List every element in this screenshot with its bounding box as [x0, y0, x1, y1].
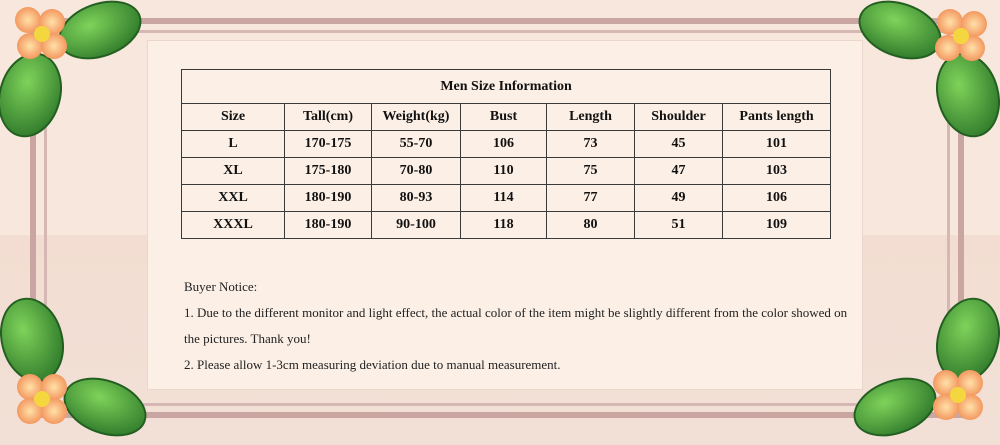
cell-pants-length: 106: [723, 185, 831, 212]
cell-tall: 180-190: [285, 185, 372, 212]
cell-size: XXXL: [182, 212, 285, 239]
cell-weight: 80-93: [372, 185, 461, 212]
table-row: [182, 185, 831, 212]
header-tall: Tall(cm): [285, 104, 372, 131]
cell-weight: 55-70: [372, 131, 461, 158]
cell-length: 75: [547, 158, 635, 185]
header-length: Length: [547, 104, 635, 131]
flower-icon: [935, 9, 987, 61]
buyer-notice: [184, 274, 848, 378]
notice-line: 2. Please allow 1-3cm measuring deviation due to manual measurement.: [184, 357, 561, 372]
cell-weight: 70-80: [372, 158, 461, 185]
header-bust: Bust: [461, 104, 547, 131]
corner-decoration-bottom-right: [840, 295, 1000, 445]
header-shoulder: Shoulder: [635, 104, 723, 131]
cell-pants-length: 101: [723, 131, 831, 158]
cell-length: 77: [547, 185, 635, 212]
flower-icon: [15, 7, 67, 59]
table-header-row: [182, 104, 831, 131]
cell-bust: 118: [461, 212, 547, 239]
table-title-row: [182, 70, 831, 104]
cell-bust: 114: [461, 185, 547, 212]
table-row: [182, 131, 831, 158]
cell-pants-length: 103: [723, 158, 831, 185]
cell-pants-length: 109: [723, 212, 831, 239]
cell-shoulder: 51: [635, 212, 723, 239]
cell-size: XXL: [182, 185, 285, 212]
header-size: Size: [182, 104, 285, 131]
notice-heading: Buyer Notice:: [184, 279, 258, 294]
cell-shoulder: 45: [635, 131, 723, 158]
cell-length: 80: [547, 212, 635, 239]
cell-size: XL: [182, 158, 285, 185]
table-title: Men Size Information: [182, 70, 831, 104]
leaf-icon: [0, 295, 153, 445]
header-pants-length: Pants length: [723, 104, 831, 131]
size-table: [181, 69, 831, 239]
cell-tall: 175-180: [285, 158, 372, 185]
table-row: [182, 158, 831, 185]
cell-length: 73: [547, 131, 635, 158]
notice-line: the pictures. Thank you!: [184, 331, 311, 346]
cell-shoulder: 49: [635, 185, 723, 212]
notice-line: 1. Due to the different monitor and light effect, the actual color of the item might be slightly different from the color showed on: [184, 305, 848, 320]
corner-decoration-bottom-left: [0, 295, 160, 445]
cell-tall: 180-190: [285, 212, 372, 239]
cell-bust: 110: [461, 158, 547, 185]
cell-shoulder: 47: [635, 158, 723, 185]
table-row: [182, 212, 831, 239]
corner-decoration-top-right: [840, 0, 1000, 140]
leaf-icon: [847, 295, 1000, 445]
header-weight: Weight(kg): [372, 104, 461, 131]
cell-bust: 106: [461, 131, 547, 158]
cell-weight: 90-100: [372, 212, 461, 239]
cell-tall: 170-175: [285, 131, 372, 158]
corner-decoration-top-left: [0, 0, 160, 140]
cell-size: L: [182, 131, 285, 158]
